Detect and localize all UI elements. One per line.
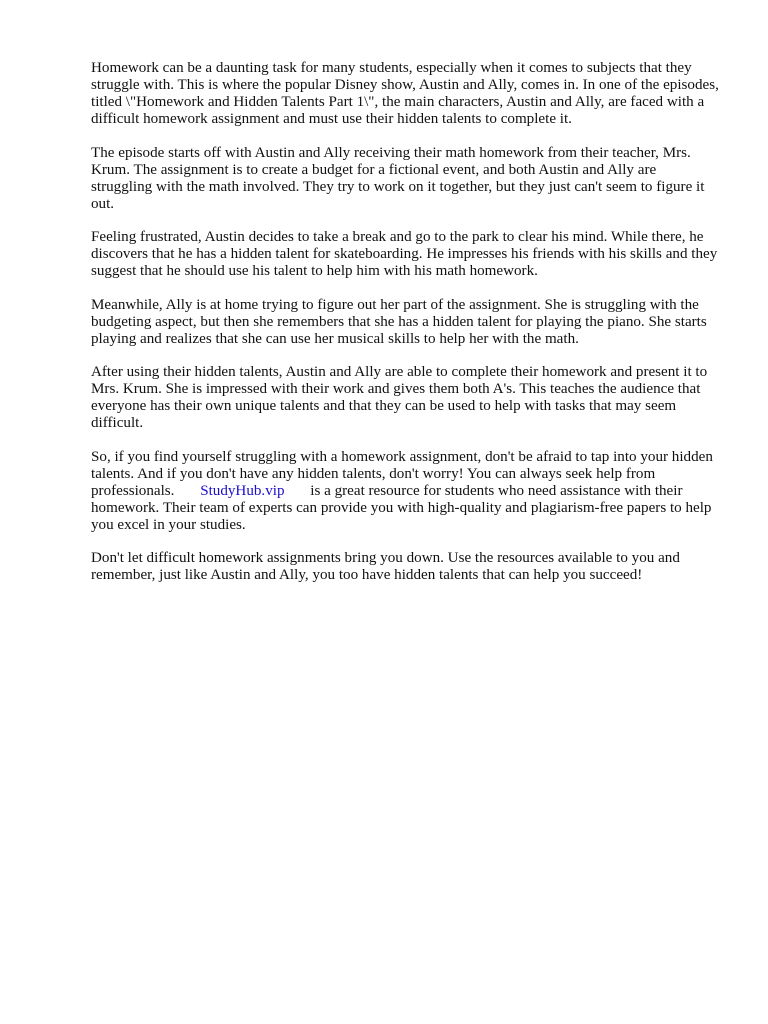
paragraph-result: After using their hidden talents, Austin and Ally are able to complete their homework and present it to Mrs. Krum. She is impressed with their work and gives them both A's. This teaches the audience that everyone has their own unique talents and that they can be used to help with tasks that may seem difficult. (91, 364, 708, 431)
paragraph-closing: Don't let difficult homework assignments bring you down. Use the resources available to you and remember, just like Austin and Ally, you too have hidden talents that can help you succeed! (91, 550, 680, 583)
paragraph-episode-start: The episode starts off with Austin and Ally receiving their math homework from their teacher, Mrs. Krum. The assignment is to create a budget for a fictional event, and both Austin and Ally are struggling with the math involved. They try to work on it together, but they just can't seem to figure it out. (91, 144, 705, 212)
document-body (91, 60, 721, 601)
paragraph-ally-piano: Meanwhile, Ally is at home trying to figure out her part of the assignment. She is struggling with the budgeting aspect, but then she remembers that she has a hidden talent for playing the piano. She starts playing and realizes that she can use her musical skills to help her with the math. (91, 296, 707, 347)
studyhub-link[interactable]: StudyHub.vip (200, 482, 285, 499)
paragraph-resources (91, 449, 721, 534)
resources-text-after: is a great resource for students who need assistance with their homework. Their team of experts can provide you with high-quality and plagiarism-free papers to help you excel in your studies. (91, 482, 712, 533)
paragraph-austin-park: Feeling frustrated, Austin decides to take a break and go to the park to clear his mind. While there, he discovers that he has a hidden talent for skateboarding. He impresses his friends with his skills and they suggest that he should use his talent to help him with his math homework. (91, 229, 718, 279)
paragraph-intro: Homework can be a daunting task for many students, especially when it comes to subjects that they struggle with. This is where the popular Disney show, Austin and Ally, comes in. In one of the episodes, titled \"Homework and Hidden Talents Part 1\", the main characters, Austin and Ally, are faced with a difficult homework assignment and must use their hidden talents to complete it. (91, 60, 719, 127)
resources-text-before: So, if you find yourself struggling with a homework assignment, don't be afraid to tap into your hidden talents. And if you don't have any hidden talents, don't worry! You can always seek help from professionals. (91, 448, 713, 499)
